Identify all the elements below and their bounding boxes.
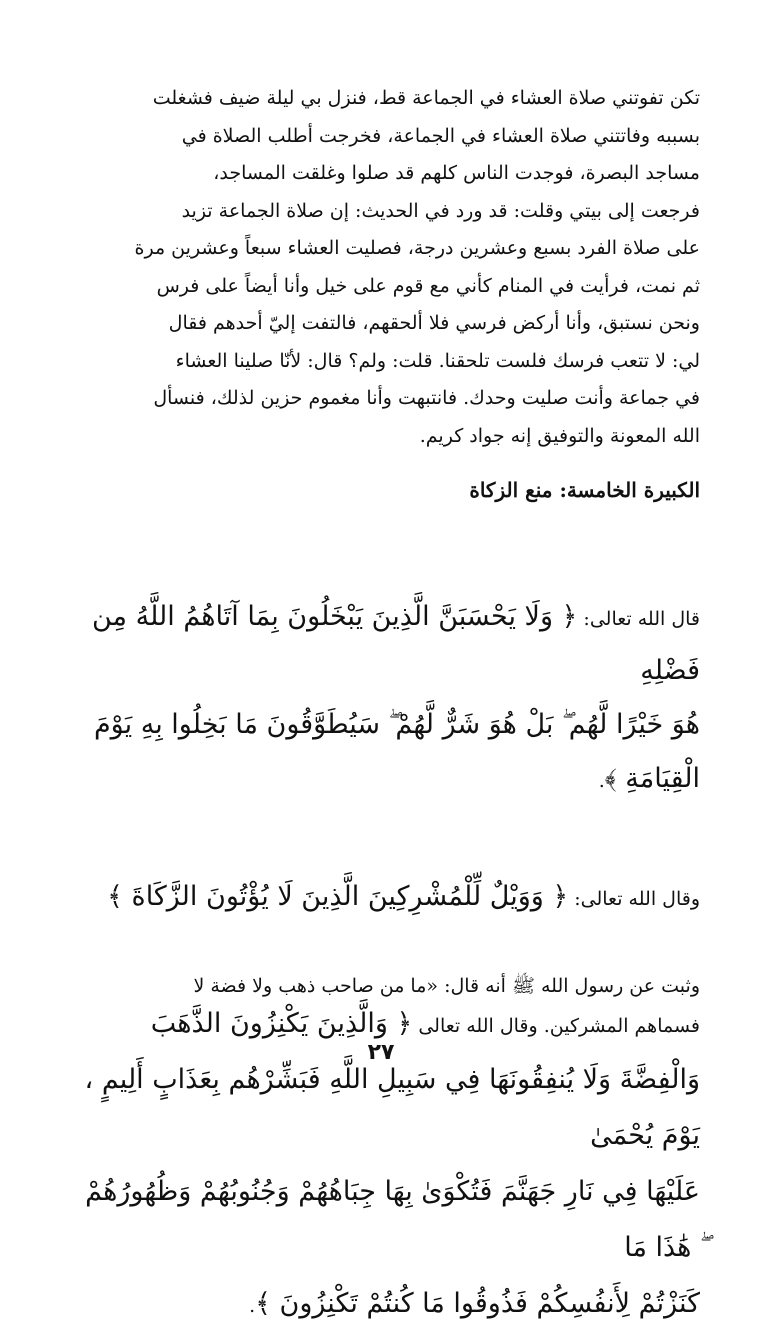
page-content (80, 80, 700, 1333)
verse-block-1 (80, 539, 700, 807)
verse-3-intro: فسماهم المشركين. وقال الله تعالى (412, 1015, 700, 1037)
verse-1-tail: . (598, 770, 605, 792)
verse-2-quran: ﴿ وَوَيْلٌ لِّلْمُشْرِكِينَ الَّذِينَ لَا يُؤْتُونَ الزَّكَاةَ ﴾ (107, 881, 569, 912)
body-paragraph: تكن تفوتني صلاة العشاء في الجماعة قط، فنزل بي ليلة ضيف فشغلت بسببه وفاتتني صلاة العشاء في الجماعة، فخرجت أطلب الصلاة في مساجد البصرة، فوجدت الناس كلهم قد صلوا وغلقت المساجد، فرجعت إلى بيتي وقلت: قد ورد في الحديث: إن صلاة الجماعة تزيد على صلاة الفرد بسبع وعشرين درجة، فصليت العشاء سبعاً وعشرين مرة ثم نمت، فرأيت في المنام كأني مع قوم على خيل وأنا أيضاً على فرس ونحن نستبق، وأنا أركض فرسي فلا ألحقهم، فالتفت إليّ أحدهم فقال لي: لا تتعب فرسك فلست تلحقنا. قلت: ولم؟ قال: لأنّا صلينا العشاء في جماعة وأنت صليت وحدك. فانتبهت وأنا مغموم حزين لذلك، فنسأل الله المعونة والتوفيق إنه جواد كريم. (134, 87, 700, 447)
verse-1-intro: قال الله تعالى: (577, 608, 700, 630)
verse-2-intro: وقال الله تعالى: (568, 888, 700, 910)
footer-line: وثبت عن رسول الله ﷺ أنه قال: «ما من صاحب ذهب ولا فضة لا (193, 975, 700, 997)
verse-3-tail: . (249, 1295, 256, 1317)
verse-3-quran: ﴿ وَالَّذِينَ يَكْنِزُونَ الذَّهَبَ وَالْفِضَّةَ وَلَا يُنفِقُونَهَا فِي سَبِيلِ اللَّهِ فَبَشِّرْهُم بِعَذَابٍ أَلِيمٍ ، يَوْمَ يُحْمَىٰ عَلَيْهَا فِي نَارِ جَهَنَّمَ فَتُكْوَىٰ بِهَا جِبَاهُهُمْ وَجُنُوبُهُمْ وَظُهُورُهُمْ ۖ هَٰذَا مَا كَنَزْتُمْ لِأَنفُسِكُمْ فَذُوقُوا مَا كُنتُمْ تَكْنِزُونَ ﴾ (84, 1008, 700, 1319)
page-number: ٢٧ (367, 1040, 395, 1065)
verse-block-2 (80, 819, 700, 925)
section-heading: الكبيرة الخامسة: منع الزكاة (469, 478, 700, 502)
verse-1-quran: ﴿ وَلَا يَحْسَبَنَّ الَّذِينَ يَبْخَلُونَ بِمَا آتَاهُمُ اللَّهُ مِن فَضْلِهِ هُوَ خَيْرًا لَّهُم ۖ بَلْ هُوَ شَرٌّ لَّهُمْ ۖ سَيُطَوَّقُونَ مَا بَخِلُوا بِهِ يَوْمَ الْقِيَامَةِ ﴾ (92, 601, 700, 794)
